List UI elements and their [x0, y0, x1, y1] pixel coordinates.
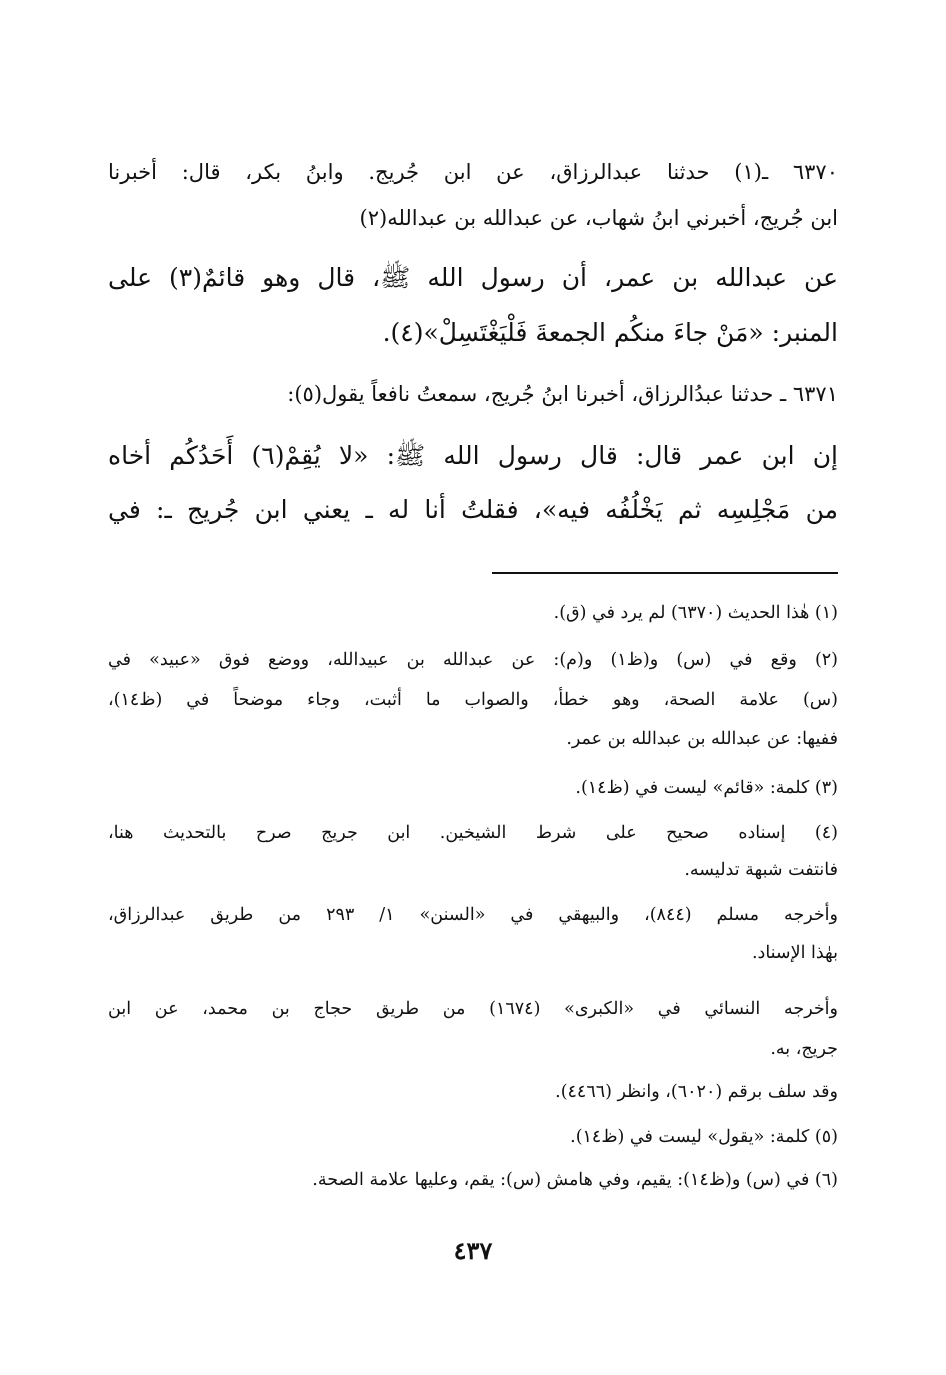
- footnote-line-7: فانتفت شبهة تدليسه.: [684, 860, 838, 880]
- footnote-line-11: جريج، به.: [770, 1039, 838, 1059]
- footnote-line-1: (١) هٰذا الحديث (٦٣٧٠) لم يرد في (ق).: [553, 603, 838, 623]
- footnote-line-4: ففيها: عن عبدالله بن عبدالله بن عمر.: [566, 729, 838, 749]
- page-number: ٤٣٧: [453, 1236, 493, 1265]
- main-text-line-7: من مَجْلِسِه ثم يَخْلُفُه فيه»، فقلتُ أنا له ـ يعني ابن جُريج ـ: في: [108, 495, 838, 524]
- footnote-line-8: وأخرجه مسلم (٨٤٤)، والبيهقي في «السنن» ١/ ٢٩٣ من طريق عبدالرزاق،: [108, 905, 838, 925]
- main-text-line-3: عن عبدالله بن عمر، أن رسول الله ﷺ، قال وهو قائمٌ(٣) على: [108, 263, 839, 292]
- main-text-line-5: ٦٣٧١ ـ حدثنا عبدُالرزاق، أخبرنا ابنُ جُريج، سمعتُ نافعاً يقول(٥):: [287, 382, 838, 406]
- footnote-line-10: وأخرجه النسائي في «الكبرى» (١٦٧٤) من طريق حجاج بن محمد، عن ابن: [108, 999, 838, 1019]
- footnote-line-6: (٤) إسناده صحيح على شرط الشيخين. ابن جريج صرح بالتحديث هنا،: [108, 823, 838, 843]
- footnote-line-9: بهٰذا الإسناد.: [751, 943, 838, 963]
- main-text-line-4: المنبر: «مَنْ جاءَ منكُم الجمعةَ فَلْيَغْتَسِلْ»(٤).: [382, 318, 838, 347]
- main-text-line-1: ٦٣٧٠ ـ(١) حدثنا عبدالرزاق، عن ابن جُريج. وابنُ بكر، قال: أخبرنا: [108, 160, 838, 184]
- footnote-line-12: وقد سلف برقم (٦٠٢٠)، وانظر (٤٤٦٦).: [555, 1082, 838, 1102]
- main-text-line-2: ابن جُريج، أخبرني ابنُ شهاب، عن عبدالله بن عبدالله(٢): [359, 206, 838, 230]
- main-text-line-6: إن ابن عمر قال: قال رسول الله ﷺ: «لا يُقِمْ(٦) أَحَدُكُم أخاه: [108, 441, 838, 470]
- footnote-line-2: (٢) وقع في (س) و(ظ١) و(م): عن عبدالله بن عبيدالله، ووضع فوق «عبيد» في: [108, 650, 838, 670]
- footnote-line-14: (٦) في (س) و(ظ١٤): يقيم، وفي هامش (س): يقم، وعليها علامة الصحة.: [312, 1170, 838, 1190]
- footnote-line-5: (٣) كلمة: «قائم» ليست في (ظ١٤).: [575, 778, 838, 798]
- footnote-line-13: (٥) كلمة: «يقول» ليست في (ظ١٤).: [570, 1127, 838, 1147]
- footnote-separator: [492, 572, 838, 574]
- footnote-line-3: (س) علامة الصحة، وهو خطأ، والصواب ما أثبت، وجاء موضحاً في (ظ١٤)،: [108, 690, 838, 710]
